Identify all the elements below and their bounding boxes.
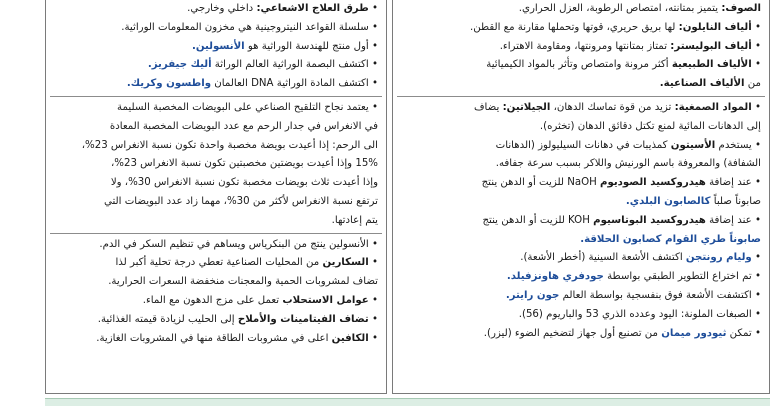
text-line <box>393 75 769 94</box>
text-line <box>46 193 386 212</box>
text-line <box>46 19 386 38</box>
section-divider <box>50 96 382 97</box>
text-span: يتميز بمتانته، امتصاص الرطوبة، العزل الحراري. <box>518 3 722 14</box>
text-span: من المحليات الصناعية تعطي درجة تحلية أكبر لذا <box>115 257 323 269</box>
text-line <box>46 155 386 174</box>
bold-term: الألياف الصناعية. <box>659 78 745 90</box>
text-line <box>393 325 769 344</box>
text-span: KOH للزيت أو الدهن ينتج <box>482 214 594 226</box>
text-span: يتم إعادتها. <box>331 214 378 226</box>
text-line <box>46 273 386 292</box>
bold-term: المواد الصمغية: <box>674 101 752 113</box>
text-span: تمتاز بمتانتها ومرونتها، ومقاومة الاهتراء. <box>499 40 671 52</box>
text-span: • الأنسولين ينتج من البنكرياس ويساهم في تنظيم السكر في الدم. <box>99 238 378 250</box>
text-line <box>46 137 386 156</box>
text-line <box>393 231 769 250</box>
text-line <box>46 0 386 19</box>
bold-term: الكافين <box>331 332 369 344</box>
text-span: • تمكن <box>726 327 761 339</box>
text-span: إلى الدهانات المائية لمنع تكتل دقائق الدهان (تخثره). <box>539 120 761 132</box>
text-span: • <box>751 21 761 33</box>
text-line <box>46 56 386 75</box>
text-span: تضاف لمشروبات الحمية والمعجنات منخفضة السعرات الحرارية. <box>108 276 378 288</box>
bold-term: الجيلاتين: <box>502 101 551 113</box>
text-line <box>393 99 769 118</box>
highlighted-term: جودفري هاونزفيلد. <box>506 271 604 283</box>
text-span: من <box>744 78 761 90</box>
text-span: • <box>751 59 761 71</box>
text-span: • <box>751 101 761 113</box>
right-column <box>392 0 770 394</box>
text-span: • أول منتج للهندسة الوراثية هو <box>244 40 378 52</box>
left-column <box>45 0 387 394</box>
text-line <box>46 75 386 94</box>
text-line <box>46 311 386 330</box>
text-line <box>393 56 769 75</box>
text-line <box>393 0 769 19</box>
bold-term: طرق العلاج الاشعاعي: <box>256 3 369 14</box>
text-line <box>46 292 386 311</box>
text-span: • <box>751 252 761 264</box>
text-span: • سلسلة القواعد النيتروجينية هي مخزون المعلومات الوراثية. <box>121 21 378 33</box>
text-line <box>46 99 386 118</box>
text-line <box>393 137 769 156</box>
text-span: • اكتشفت الأشعة فوق بنفسجية بواسطة العالم <box>559 289 761 301</box>
text-span: • <box>751 40 761 52</box>
text-line <box>46 254 386 273</box>
text-span: • <box>368 313 378 325</box>
bold-term: ألياف البوليستر: <box>670 40 752 52</box>
text-span: • <box>368 294 378 306</box>
text-span: اعلى في مشروبات الطاقة منها في المشروبات الغازية. <box>96 332 332 344</box>
text-line <box>46 212 386 231</box>
text-line <box>46 330 386 349</box>
text-span: • <box>368 257 378 269</box>
text-line <box>46 236 386 255</box>
text-line <box>46 38 386 57</box>
text-span: • الصبغات الملونة: اليود وعدده الذري 53 والباريوم (56). <box>518 308 761 320</box>
highlighted-term: واطسون وكريك. <box>126 78 212 90</box>
text-line <box>46 174 386 193</box>
text-span: • يعتمد نجاح التلقيح الصناعي على البويضات المخصبة السليمة <box>117 101 378 113</box>
text-span: في الانغراس في جدار الرحم مع عدد البويضات المخصبة المعادة <box>109 120 378 132</box>
text-line <box>393 38 769 57</box>
text-span: تزيد من قوة تماسك الدهان، <box>550 101 675 113</box>
text-span: اكتشف الأشعة السينية (أخطر الأشعة). <box>520 252 686 264</box>
text-span: NaOH للزيت أو الدهن ينتج <box>481 177 600 189</box>
text-line <box>393 287 769 306</box>
text-line <box>393 249 769 268</box>
highlighted-term: صابوناً طري القوام كصابون الحلاقة. <box>580 233 761 245</box>
highlighted-term: وليام رونتجن <box>685 252 752 264</box>
text-span: تعمل على مزج الدهون مع الماء. <box>142 294 283 306</box>
text-span: الى الرحم: إذا أعيدت بويضة مخصبة واحدة تكون نسبة الانغراس 23%، <box>81 139 378 151</box>
text-span: من تصنيع أول جهاز لتضخيم الضوء (ليزر). <box>483 327 662 339</box>
bold-term: الأسيتون <box>670 139 716 151</box>
text-line <box>46 118 386 137</box>
highlighted-term: أليك جيفريز. <box>147 59 212 71</box>
text-span: • عند إضافة <box>705 177 761 189</box>
bold-term: هيدروكسيد الصوديوم <box>600 177 706 189</box>
text-span: الشفافة) والمعروفة باسم الورنيش واللاكر بسبب سرعة جفافه. <box>495 158 761 170</box>
text-span: • <box>368 3 378 14</box>
text-line <box>393 19 769 38</box>
text-span: • اكتشف المادة الوراثية DNA العالمان <box>211 78 378 90</box>
text-span: صابوناً صلباً <box>710 195 761 207</box>
text-span: وإذا أعيدت ثلاث بويضات مخصبة تكون نسبة الانغراس 30%، ولا <box>110 177 378 189</box>
text-line <box>393 268 769 287</box>
text-line <box>393 155 769 174</box>
text-line <box>393 306 769 325</box>
section-divider <box>50 233 382 234</box>
text-span: ترتفع نسبة الانغراس لأكثر من 30%، مهما زاد عدد البويضات التي <box>103 195 378 207</box>
text-span: كمذيبات في دهانات السيليولوز (الدهانات <box>495 139 671 151</box>
bold-term: الصوف: <box>721 3 761 14</box>
highlighted-term: الأنسولين. <box>191 40 245 52</box>
highlighted-term: جون رايتر. <box>505 289 560 301</box>
text-span: • عند إضافة <box>705 214 761 226</box>
text-span: أكثر مرونة وامتصاص وتأثر بالمواد الكيميائية <box>486 59 672 71</box>
bold-term: ألياف النايلون: <box>678 21 752 33</box>
highlighted-term: كالصابون البلدي. <box>625 195 711 207</box>
text-span: داخلي وخارجي. <box>187 3 257 14</box>
text-span: إلى الحليب لزيادة قيمته الغذائية. <box>97 313 238 325</box>
text-span: لها بريق حريري، قوتها وتحملها مقارنة مع القطن. <box>469 21 679 33</box>
bold-term: عوامل الاستحلاب <box>282 294 369 306</box>
text-line <box>393 118 769 137</box>
bold-term: الألياف الطبيعية <box>671 59 752 71</box>
highlighted-term: ثيودور ميمان <box>661 327 727 339</box>
text-span: • تم اختراع التطوير الطبقي بواسطة <box>603 271 761 283</box>
text-line <box>393 174 769 193</box>
text-span: • <box>368 332 378 344</box>
bold-term: السكارين <box>322 257 369 269</box>
bold-term: تضاف الفيتامينات والأملاح <box>237 313 369 325</box>
text-line <box>393 193 769 212</box>
text-span: • اكتشف البصمة الوراثية العالم الوراثة <box>211 59 378 71</box>
bold-term: هيدروكسيد البوتاسيوم <box>593 214 706 226</box>
text-line <box>393 212 769 231</box>
text-span: 15% وإذا أعيدت بويضتين مخصبتين تكون نسبة الانغراس 23%، <box>111 158 378 170</box>
text-span: • يستخدم <box>715 139 761 151</box>
text-span: يضاف <box>474 101 503 113</box>
section-divider <box>397 96 765 97</box>
